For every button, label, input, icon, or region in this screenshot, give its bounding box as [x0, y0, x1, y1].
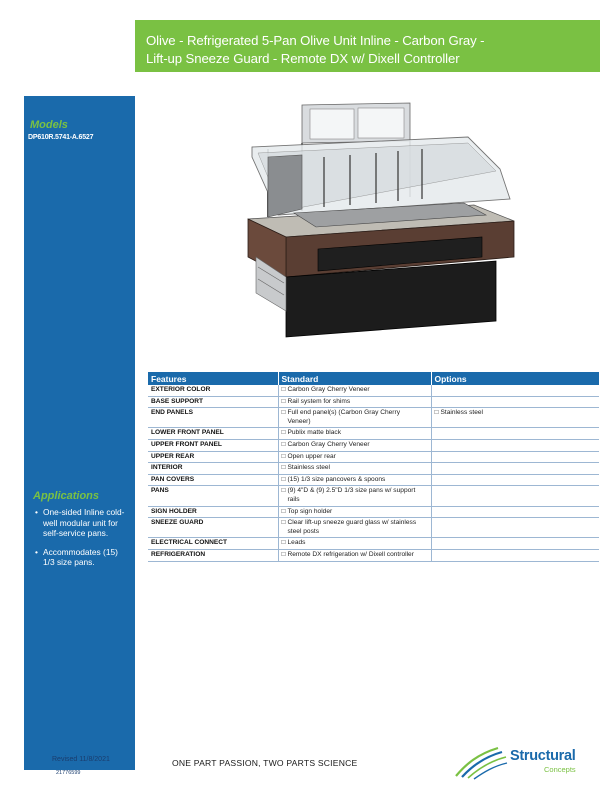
standard-text: Stainless steel	[287, 464, 330, 472]
checkbox-icon: □	[281, 507, 286, 515]
option-cell	[431, 506, 599, 518]
option-cell	[431, 439, 599, 451]
standard-text: Rail system for shims	[287, 397, 351, 405]
feature-name: UPPER FRONT PANEL	[148, 439, 278, 451]
logo-subtext: Concepts	[544, 765, 576, 774]
table-row	[148, 474, 599, 486]
standard-cell	[278, 486, 431, 506]
standard-text: Carbon Gray Cherry Veneer	[287, 440, 370, 448]
standard-text: Full end panel(s) (Carbon Gray Cherry Veneer)	[287, 409, 400, 425]
standard-text: Publix matte black	[287, 429, 341, 437]
option-cell	[431, 549, 599, 561]
logo-swoosh-icon	[452, 744, 508, 780]
bullet-icon: •	[35, 546, 38, 557]
feature-name: ELECTRICAL CONNECT	[148, 538, 278, 550]
feature-name: PAN COVERS	[148, 474, 278, 486]
application-item	[35, 547, 127, 568]
application-text: Accommodates (15) 1/3 size pans.	[43, 546, 118, 568]
title-line-1: Olive - Refrigerated 5-Pan Olive Unit Inline - Carbon Gray -	[146, 33, 485, 48]
feature-name: SIGN HOLDER	[148, 506, 278, 518]
checkbox-icon: □	[281, 550, 286, 558]
feature-name: SNEEZE GUARD	[148, 518, 278, 538]
standard-cell	[278, 538, 431, 550]
checkbox-icon: □	[281, 409, 286, 417]
feature-name: REFRIGERATION	[148, 549, 278, 561]
features-table	[148, 372, 599, 562]
standard-cell	[278, 474, 431, 486]
checkbox-icon: □	[281, 386, 286, 393]
option-cell	[431, 385, 599, 396]
table-row	[148, 439, 599, 451]
standard-cell	[278, 439, 431, 451]
checkbox-icon: □	[281, 487, 286, 495]
option-cell	[431, 428, 599, 440]
option-cell	[431, 396, 599, 408]
checkbox-icon: □	[281, 397, 286, 405]
sidebar	[24, 96, 135, 770]
option-cell	[431, 451, 599, 463]
title-banner	[135, 20, 600, 72]
standard-text: (15) 1/3 size pancovers & spoons	[287, 475, 386, 483]
option-cell	[431, 408, 599, 428]
standard-text: Carbon Gray Cherry Veneer	[287, 386, 370, 393]
tagline: ONE PART PASSION, TWO PARTS SCIENCE	[172, 758, 358, 768]
standard-cell	[278, 408, 431, 428]
table-row	[148, 549, 599, 561]
option-cell	[431, 463, 599, 475]
bullet-icon: •	[35, 507, 38, 517]
header-features: Features	[148, 372, 278, 385]
table-row	[148, 385, 599, 396]
checkbox-icon: □	[281, 440, 286, 448]
checkbox-icon: □	[281, 464, 286, 472]
feature-name: EXTERIOR COLOR	[148, 385, 278, 396]
logo-wordmark: Structural	[510, 748, 576, 764]
document-number: 21776599	[56, 770, 81, 776]
product-image	[238, 97, 518, 359]
table-row	[148, 538, 599, 550]
option-text: Stainless steel	[440, 409, 483, 417]
header-options: Options	[431, 372, 599, 385]
standard-cell	[278, 549, 431, 561]
checkbox-icon: □	[434, 409, 439, 417]
application-item	[35, 507, 127, 539]
checkbox-icon: □	[281, 429, 286, 437]
checkbox-icon: □	[281, 452, 286, 460]
table-header-row	[148, 372, 599, 385]
application-text: One-sided Inline cold-well modular unit for self-service pans.	[43, 507, 125, 539]
standard-cell	[278, 518, 431, 538]
applications-heading: Applications	[33, 490, 100, 502]
option-cell	[431, 486, 599, 506]
feature-name: UPPER REAR	[148, 451, 278, 463]
revised-date: Revised 11/8/2021	[52, 756, 110, 763]
table-row	[148, 428, 599, 440]
model-number: DP610R.5741-A.6527	[28, 134, 94, 141]
standard-cell	[278, 463, 431, 475]
table-row	[148, 518, 599, 538]
checkbox-icon: □	[281, 475, 286, 483]
feature-name: BASE SUPPORT	[148, 396, 278, 408]
table-row	[148, 486, 599, 506]
feature-name: LOWER FRONT PANEL	[148, 428, 278, 440]
brand-logo	[452, 744, 592, 780]
applications-list	[35, 507, 127, 576]
table-row	[148, 506, 599, 518]
table-row	[148, 408, 599, 428]
standard-text: (9) 4"D & (9) 2.5"D 1/3 size pans w/ support rails	[287, 487, 416, 503]
models-heading: Models	[30, 119, 68, 131]
option-cell	[431, 474, 599, 486]
standard-cell	[278, 396, 431, 408]
standard-text: Clear lift-up sneeze guard glass w/ stainless steel posts	[287, 519, 417, 535]
feature-name: PANS	[148, 486, 278, 506]
standard-text: Top sign holder	[287, 507, 333, 515]
standard-cell	[278, 506, 431, 518]
option-cell	[431, 518, 599, 538]
feature-name: INTERIOR	[148, 463, 278, 475]
feature-name: END PANELS	[148, 408, 278, 428]
standard-text: Remote DX refrigeration w/ Dixell controller	[287, 550, 414, 558]
standard-text: Open upper rear	[287, 452, 336, 460]
table-row	[148, 463, 599, 475]
standard-cell	[278, 385, 431, 396]
table-row	[148, 451, 599, 463]
header-standard: Standard	[278, 372, 431, 385]
standard-cell	[278, 428, 431, 440]
standard-text: Leads	[287, 539, 306, 547]
title-line-2: Lift-up Sneeze Guard - Remote DX w/ Dixell Controller	[146, 51, 460, 66]
standard-cell	[278, 451, 431, 463]
table-row	[148, 396, 599, 408]
checkbox-icon: □	[281, 539, 286, 547]
checkbox-icon: □	[281, 519, 286, 527]
option-cell	[431, 538, 599, 550]
